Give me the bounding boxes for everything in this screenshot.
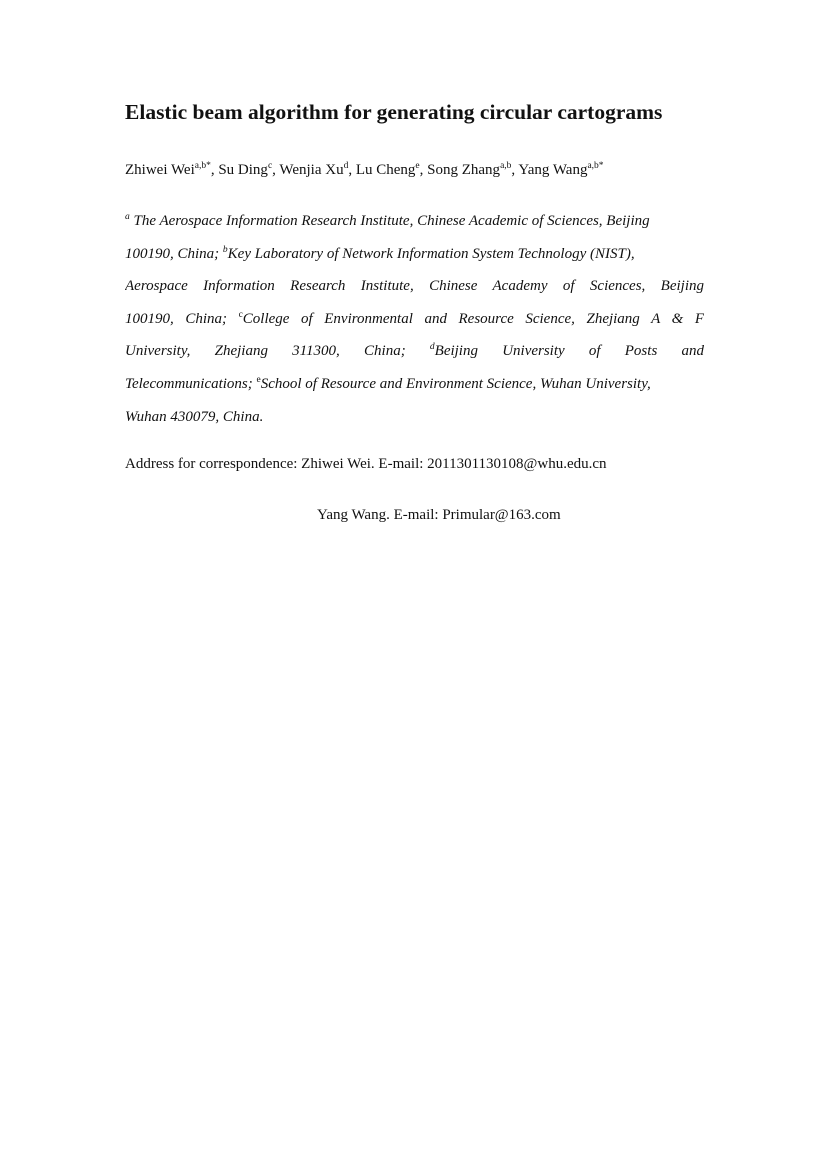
author-affil-mark: e	[415, 161, 420, 171]
affil-mark: c	[238, 309, 243, 320]
affil-text: 100190, China;	[125, 310, 239, 327]
author-affil-mark: c	[267, 161, 273, 171]
author-separator: ,	[272, 162, 280, 178]
author-affil-mark: a,b*	[587, 161, 604, 171]
author-separator: ,	[348, 162, 356, 178]
affiliation-line	[125, 303, 704, 336]
affil-text: School of Resource and Environment Science, Wuhan University,	[260, 375, 651, 392]
affil-text: University, Zhejiang 311300, China;	[125, 343, 430, 360]
affil-text: Telecommunications;	[125, 375, 257, 392]
author-affil-mark: a,b	[500, 161, 512, 171]
author-separator: ,	[511, 162, 519, 178]
author-affil-mark: d	[343, 161, 349, 171]
author-name: Song Zhang	[427, 162, 501, 178]
affil-mark: b	[222, 244, 228, 255]
author-name: Yang Wang	[518, 162, 588, 178]
affiliation-line	[125, 270, 704, 303]
affil-text: Key Laboratory of Network Information System Technology (NIST),	[227, 245, 635, 262]
affil-text: Aerospace Information Research Institute, Chinese Academy of Sciences, Beijing	[125, 278, 704, 295]
affil-mark: a	[125, 212, 130, 222]
affil-mark: d	[429, 342, 435, 353]
author-separator: ,	[419, 162, 428, 178]
affil-text: Beijing University of Posts and	[434, 343, 704, 360]
affil-text: College of Environmental and Resource Science, Zhejiang A & F	[242, 310, 704, 327]
correspondence-line-2: Yang Wang. E-mail: Primular@163.com	[317, 507, 561, 523]
affiliations-block	[125, 205, 704, 433]
affil-mark: e	[256, 374, 261, 385]
correspondence-line: Address for correspondence: Zhiwei Wei. E-mail: 2011301130108@whu.edu.cn	[125, 456, 607, 472]
affil-text: 100190, China;	[125, 245, 223, 262]
author-name: Lu Cheng	[355, 162, 416, 178]
author-name: Su Ding	[218, 162, 268, 178]
affiliation-line	[125, 205, 704, 238]
affiliation-line	[125, 335, 704, 368]
author-name: Wenjia Xu	[279, 162, 344, 178]
affiliation-line	[125, 368, 704, 401]
affiliation-line	[125, 238, 704, 271]
author-list	[125, 162, 604, 179]
author-separator: ,	[210, 162, 219, 178]
author-name: Zhiwei Wei	[125, 162, 195, 178]
affil-text: Wuhan 430079, China.	[125, 408, 264, 425]
affiliation-line	[125, 401, 704, 434]
affil-text: The Aerospace Information Research Institute, Chinese Academic of Sciences, Beijing	[129, 213, 650, 229]
paper-title: Elastic beam algorithm for generating circular cartograms	[125, 100, 663, 124]
author-affil-mark: a,b*	[194, 161, 211, 171]
